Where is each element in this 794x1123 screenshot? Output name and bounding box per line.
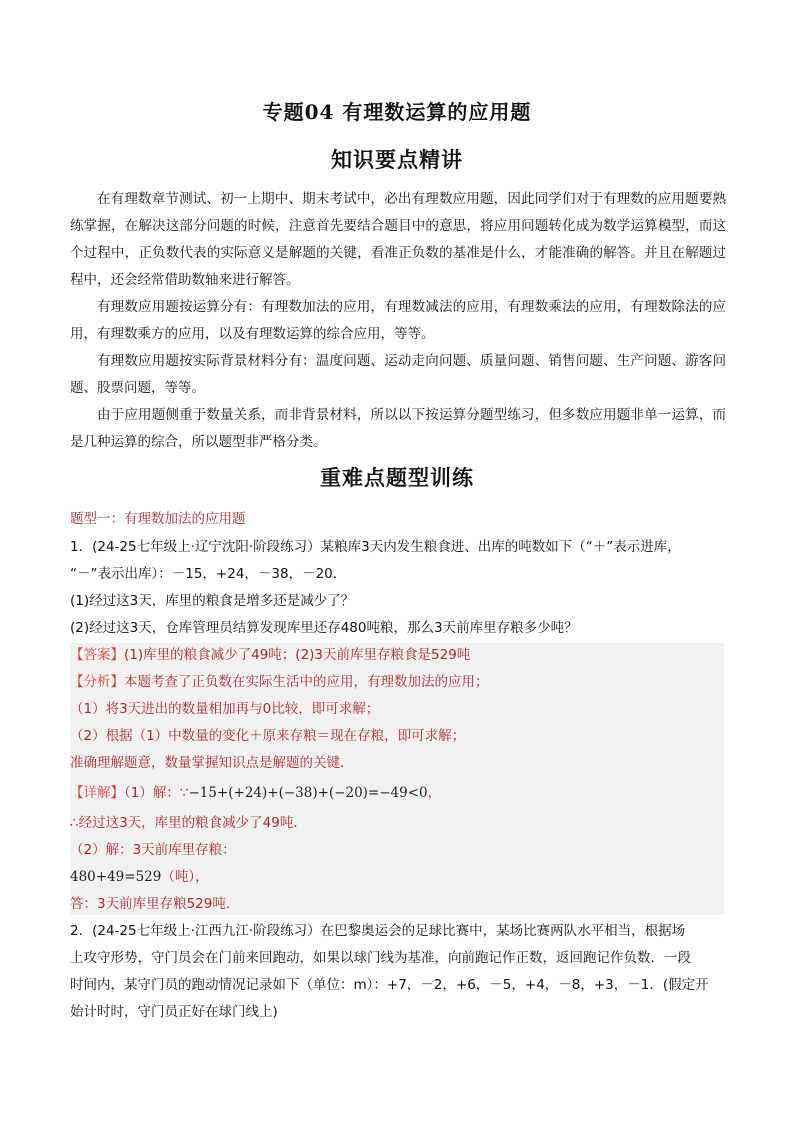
question-type-heading: 题型一：有理数加法的应用题 [70, 511, 246, 527]
answer-text: (1)库里的粮食减少了49吨；(2)3天前库里存粮食是529吨 [124, 647, 471, 663]
detail-4-formula: 480+49=529 [70, 869, 162, 885]
detail-line-2: ∴经过这3天，库里的粮食减少了49吨． [70, 815, 307, 831]
section-heading-training: 重难点题型训练 [320, 465, 474, 490]
detail-4-suffix: （吨）， [161, 869, 209, 885]
answer-line [70, 642, 730, 669]
analysis-tag: 【分析】 [70, 674, 124, 690]
detail-line-5: 答：3天前库里存粮529吨． [70, 896, 240, 912]
detail-line-3: （2）解：3天前库里存粮： [70, 842, 236, 858]
question-2-line-1: 2．(24-25七年级上·江西九江·阶段练习）在巴黎奥运会的足球比赛中，某场比赛两队水平相当，根据场 [70, 923, 686, 939]
detail-line-1 [70, 780, 730, 807]
section-heading-knowledge: 知识要点精讲 [331, 147, 463, 172]
question-1-sub-1: (1)经过这3天，库里的粮食是增多还是减少了？ [70, 593, 355, 609]
intro-paragraph-4: 由于应用题侧重于数量关系，而非背景材料，所以以下按运算分题型练习，但多数应用题非单一运算，而是几种运算的综合，所以题型非严格分类。 [70, 407, 726, 450]
intro-paragraph-3: 有理数应用题按实际背景材料分有：温度问题、运动走向问题、质量问题、销售问题、生产问题、游客问题、股票问题，等等。 [70, 353, 726, 396]
question-2-line-3: 时间内，某守门员的跑动情况记录如下（单位：m）：+7，－2，+6，－5，+4，－8，+3，－1．(假定开 [70, 977, 709, 993]
analysis-line [70, 669, 730, 696]
question-2-line-4: 始计时时，守门员正好在球门线上) [70, 1004, 278, 1020]
analysis-step-2: （2）根据（1）中数量的变化＋原来存粮＝现在存粮，即可求解； [70, 728, 466, 744]
question-2-line-2: 上攻守形势，守门员会在门前来回跑动，如果以球门线为基准，向前跑记作正数，返回跑记作负数．一段 [70, 950, 691, 966]
detail-1-suffix: ， [427, 785, 442, 801]
analysis-step-1: （1）将3天进出的数量相加再与0比较，即可求解； [70, 701, 380, 717]
analysis-text: 本题考查了正负数在实际生活中的应用，有理数加法的应用； [124, 674, 489, 690]
detail-tag: 【详解】 [70, 785, 124, 801]
intro-paragraph-1: 在有理数章节测试、初一上期中、期末考试中，必出有理数应用题，因此同学们对于有理数的应用题要熟练掌握，在解决这部分问题的时候，注意首先要结合题目中的意思，将应用问题转化成为数学运算模型，而这个过程中，正负数代表的实际意义是解题的关键，看准正负数的基准是什么，才能准确的解答。并且在解题过程中，还会经常借助数轴来进行解答。 [70, 191, 726, 288]
detail-1-prefix: （1）解：∵ [124, 785, 189, 801]
question-1-sub-2: (2)经过这3天，仓库管理员结算发现库里还存480吨粮，那么3天前库里存粮多少吨？ [70, 620, 578, 636]
detail-line-4 [70, 864, 730, 891]
answer-tag: 【答案】 [70, 647, 124, 663]
question-1-line-1: 1．(24-25七年级上·辽宁沈阳·阶段练习）某粮库3天内发生粮食进、出库的吨数如下（“＋”表示进库， [70, 539, 681, 555]
intro-paragraph-2: 有理数应用题按运算分有：有理数加法的应用，有理数减法的应用，有理数乘法的应用，有理数除法的应用，有理数乘方的应用，以及有理数运算的综合应用，等等。 [70, 299, 726, 342]
question-1-line-2: “－”表示出库）：－15，+24，－38，－20． [70, 566, 347, 582]
page-title: 专题04 有理数运算的应用题 [262, 100, 532, 124]
analysis-step-3: 准确理解题意，数量掌握知识点是解题的关键． [70, 755, 354, 771]
detail-1-formula: −15+(+24)+(−38)+(−20)=−49<0 [188, 785, 428, 801]
